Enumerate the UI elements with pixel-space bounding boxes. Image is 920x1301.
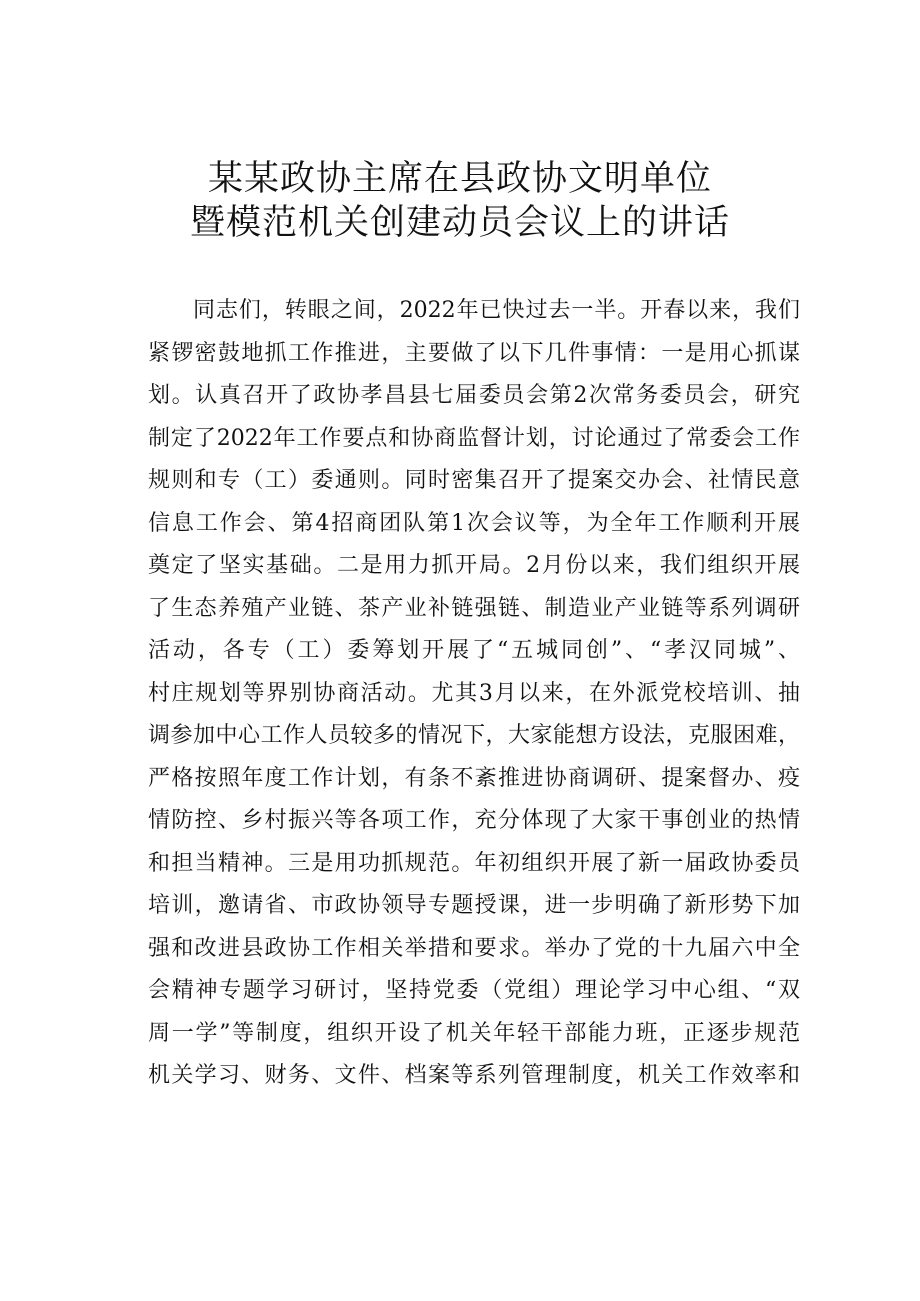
body-line: 村庄规划等界别协商活动。尤其3月以来，在外派党校培训、抽	[148, 680, 800, 706]
body-line: 周一学”等制度，组织开设了机关年轻干部能力班，正逐步规范	[148, 1020, 800, 1046]
body-line: 划。认真召开了政协孝昌县七届委员会第2次常务委员会，研究	[148, 383, 800, 408]
body-line: 信息工作会、第4招商团队第1次会议等，为全年工作顺利开展	[148, 510, 800, 536]
body-line: 规则和专（工）委通则。同时密集召开了提案交办会、社情民意	[148, 468, 800, 493]
body-line: 强和改进县政协工作相关举措和要求。举办了党的十九届六中全	[148, 935, 800, 961]
body-line: 制定了2022年工作要点和协商监督计划，讨论通过了常委会工作	[148, 425, 800, 451]
body-line: 和担当精神。三是用功抓规范。年初组织开展了新一届政协委员	[148, 850, 800, 876]
body-line: 严格按照年度工作计划，有条不紊推进协商调研、提案督办、疫	[148, 765, 800, 791]
body-line: 情防控、乡村振兴等各项工作，充分体现了大家干事创业的热情	[148, 808, 800, 833]
document-title-line-1: 某某政协主席在县政协文明单位	[207, 159, 712, 199]
document-body	[148, 290, 800, 1098]
body-line: 活动，各专（工）委筹划开展了“五城同创”、“孝汉同城”、	[148, 638, 800, 663]
body-line: 同志们，转眼之间，2022年已快过去一半。开春以来，我们	[193, 298, 800, 323]
body-line: 了生态养殖产业链、茶产业补链强链、制造业产业链等系列调研	[148, 595, 800, 621]
body-line: 奠定了坚实基础。二是用力抓开局。2月份以来，我们组织开展	[148, 553, 800, 578]
body-line: 培训，邀请省、市政协领导专题授课，进一步明确了新形势下加	[148, 893, 800, 918]
document-title-line-2: 暨模范机关创建动员会议上的讲话	[189, 203, 730, 243]
body-line: 机关学习、财务、文件、档案等系列管理制度，机关工作效率和	[148, 1063, 800, 1088]
body-line: 会精神专题学习研讨，坚持党委（党组）理论学习中心组、“双	[148, 978, 800, 1003]
body-line: 调参加中心工作人员较多的情况下，大家能想方设法，克服困难，	[148, 723, 800, 748]
body-line: 紧锣密鼓地抓工作推进，主要做了以下几件事情：一是用心抓谋	[148, 340, 800, 366]
